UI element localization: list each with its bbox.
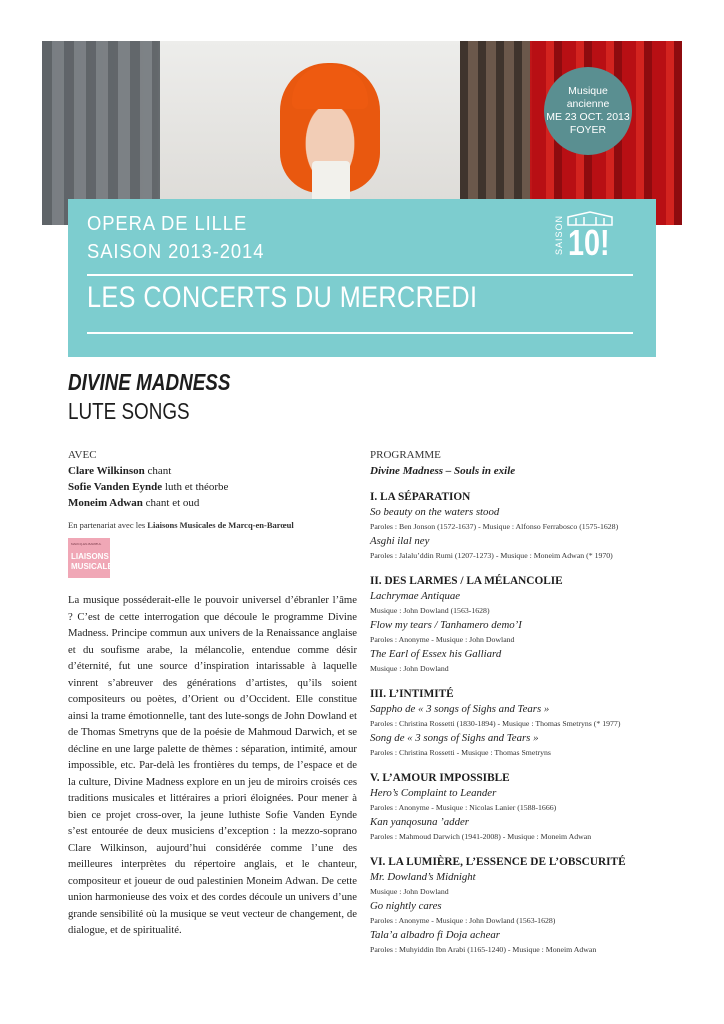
badge-line3: ME 23 OCT. 2013 (546, 111, 630, 123)
piece-credit: Paroles : Christina Rossetti (1830-1894) - Musique : Thomas Smetryns (* 1977) (370, 719, 621, 728)
piece-title: Song de « 3 songs of Sighs and Tears » (370, 732, 539, 744)
header-band (68, 199, 656, 357)
header-rule-bottom (87, 332, 633, 334)
section-heading: V. L’AMOUR IMPOSSIBLE (370, 772, 510, 784)
section-heading: VI. LA LUMIÈRE, L’ESSENCE DE L’OBSCURITÉ (370, 856, 626, 868)
piece-title: Hero’s Complaint to Leander (370, 787, 497, 799)
venue-name: OPERA DE LILLE (87, 213, 248, 235)
event-badge (544, 67, 632, 155)
programme-subtitle: Divine Madness – Souls in exile (370, 465, 516, 477)
logo-number: 10! (568, 222, 610, 263)
piece-title: The Earl of Essex his Galliard (370, 648, 502, 660)
badge-line4: FOYER (569, 124, 607, 136)
badge-line1: Musique (568, 85, 608, 97)
performer-row (68, 495, 356, 511)
programme-label: PROGRAMME (370, 449, 441, 461)
piece-credit: Paroles : Anonyme - Musique : Nicolas Lanier (1588-1666) (370, 803, 557, 812)
programme-section (370, 854, 670, 957)
piece-title: Flow my tears / Tanhamero demo’I (370, 619, 522, 631)
programme-section (370, 573, 670, 676)
section-heading: III. L’INTIMITÉ (370, 688, 454, 700)
performer-role: chant (147, 465, 172, 477)
piece-credit: Musique : John Dowland (1563-1628) (370, 606, 490, 615)
piece-credit: Paroles : Jalalu’ddin Rumi (1207-1273) - Musique : Moneim Adwan (* 1970) (370, 551, 613, 560)
performer-row (68, 463, 356, 479)
piece-credit: Paroles : Mahmoud Darwich (1941-2008) - Musique : Moneim Adwan (370, 832, 592, 841)
partner-name: Liaisons Musicales de Marcq-en-Barœul (147, 520, 294, 530)
partner-logo-line2: MUSICALES (71, 562, 119, 571)
piece-title: Kan yanqosuna ’adder (370, 816, 469, 828)
piece-title: Lachrymae Antiquae (370, 590, 461, 602)
performer-role: chant et oud (145, 497, 200, 509)
piece-title: Sappho de « 3 songs of Sighs and Tears » (370, 703, 550, 715)
piece-credit: Paroles : Christina Rossetti - Musique : Thomas Smetryns (370, 748, 551, 757)
piece-credit: Paroles : Muhyiddin Ibn Arabi (1165-1240) - Musique : Moneim Adwan (370, 945, 597, 954)
logo-saison-word: SAISON (554, 214, 564, 255)
partner-logo (68, 538, 119, 578)
partnership-prefix: En partenariat avec les (68, 520, 146, 530)
programme-section (370, 770, 670, 844)
programme-block (370, 447, 670, 957)
section-heading: II. DES LARMES / LA MÉLANCOLIE (370, 575, 563, 587)
saison-10-logo (552, 211, 628, 269)
hero-building-left (42, 41, 160, 225)
performer-name: Sofie Vanden Eynde (68, 481, 163, 493)
partner-logo-line1: LIAISONS (71, 552, 109, 561)
piece-title: So beauty on the waters stood (370, 506, 500, 518)
piece-credit: Paroles : Anonyme - Musique : John Dowland (370, 635, 515, 644)
section-heading: I. LA SÉPARATION (370, 491, 471, 503)
concert-description: La musique posséderait-elle le pouvoir universel d’ébranler l’âme ? C’est de cette interrogation que découle le programme Divine Madness. Principe commun aux univers de la Renaissance anglaise et du soufisme arabe, la mélancolie, entendue comme désir d’éternité, fut une source d’inspiration intarissable à laquelle vinrent s’abreuver des générations d’artistes, qu’ils soient compositeurs ou poètes, d’Orient ou d’Occident. Elle constitue ainsi la trame émotionnelle, tant des lute-songs de John Dowland et de Thomas Smetryns que de la poésie de Mahmoud Darwich, et se décline en une large palette de thèmes : séparation, intimité, amour impossible, etc. Par-delà les frontières du temps, de l’espace et de la culture, Divine Madness explore en un jeu de miroirs croisés ces traditions musicales et littéraires a priori éloignées. Pour mener à bien ce projet cross-over, la jeune luthiste Sofie Vanden Eynde s’est entourée de deux musiciens d’exception : la mezzo-soprano Clare Wilkinson, aujourd’hui considérée comme l’une des meilleures interprètes du répertoire anglais, et le chanteur, compositeur et joueur de oud palestinien Moneim Adwan. De cette union harmonieuse des voix et des cordes découle un univers d’une grande sensibilité où la musique se veut vecteur de changement, de dialogue, et de spiritualité. (68, 594, 357, 936)
partnership-line (68, 520, 294, 530)
piece-title: Tala’a albadro fi Doja achear (370, 929, 500, 941)
performers-label: AVEC (68, 449, 97, 461)
piece-credit: Paroles : Ben Jonson (1572-1637) - Musique : Alfonso Ferrabosco (1575-1628) (370, 522, 619, 531)
piece-credit: Musique : John Dowland (370, 664, 449, 673)
concert-subtitle: LUTE SONGS (68, 398, 190, 424)
partner-logo-top: MARCQ-EN-BARŒUL (71, 542, 102, 546)
performers-block (68, 447, 356, 511)
performer-row (68, 479, 356, 495)
piece-credit: Musique : John Dowland (370, 887, 449, 896)
piece-title: Go nightly cares (370, 900, 442, 912)
concert-title: DIVINE MADNESS (68, 369, 231, 395)
badge-line2: ancienne (566, 98, 610, 110)
programme-section (370, 489, 670, 563)
programme-section (370, 686, 670, 760)
performer-role: luth et théorbe (164, 481, 229, 493)
series-title: LES CONCERTS DU MERCREDI (87, 281, 478, 314)
performer-name: Clare Wilkinson (68, 465, 145, 477)
piece-title: Mr. Dowland’s Midnight (370, 871, 476, 883)
performer-name: Moneim Adwan (68, 497, 143, 509)
season-label: SAISON 2013-2014 (87, 241, 265, 263)
hero-building-right (460, 41, 530, 225)
piece-credit: Paroles : Anonyme - Musique : John Dowland (1563-1628) (370, 916, 556, 925)
header-rule-top (87, 274, 633, 276)
piece-title: Asghi ilal ney (370, 535, 430, 547)
